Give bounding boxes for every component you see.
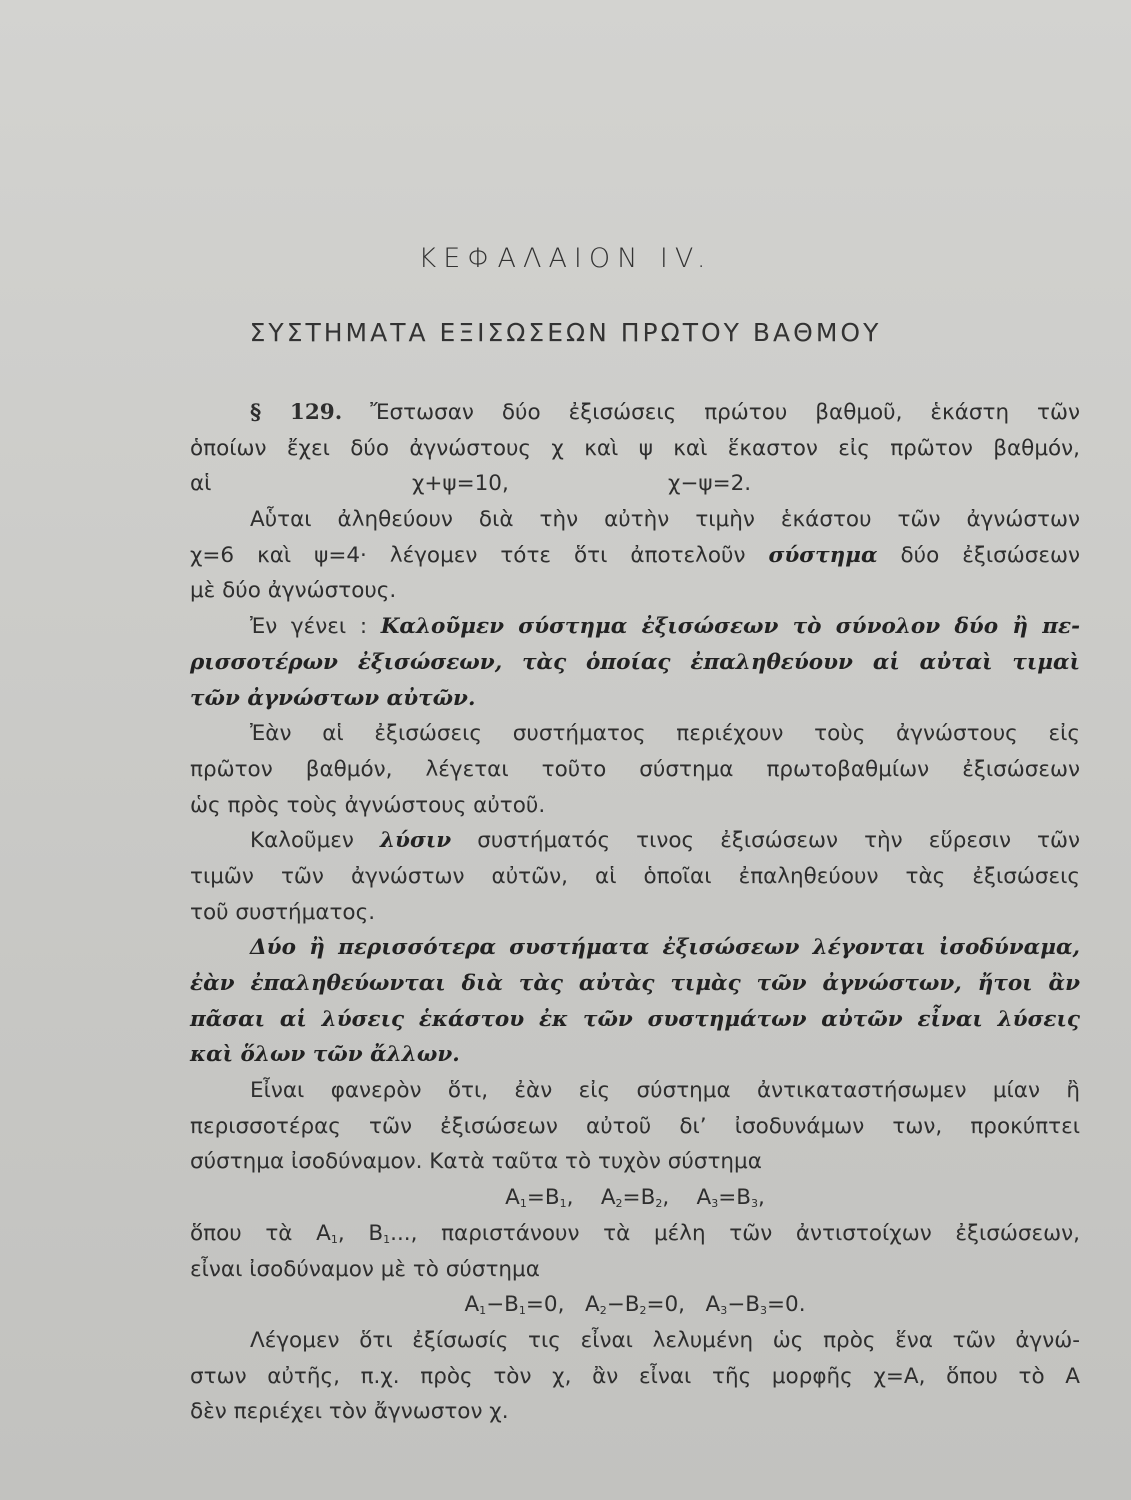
text-line: Λέγομεν ὅτι ἐξίσωσίς τις εἶναι λελυμένη ὡς πρὸς ἕνα τῶν ἀγνώ- [250, 1327, 1080, 1353]
definition-bold: Καλοῦμεν σύστημα ἐξισώσεων τὸ σύνολον δύο ἢ πε- [380, 614, 1080, 640]
equation-line: $A_1-B_1=0$, $A_2-B_2=0$, $A_3-B_3=0$. [464, 1292, 806, 1318]
definition-bold: ἐὰν ἐπαληθεύωνται διὰ τὰς αὐτὰς τιμὰς τῶν ἀγνώστων, ἤτοι ἂν [190, 971, 1080, 996]
definition-bold: πᾶσαι αἱ λύσεις ἑκάστου ἐκ τῶν συστημάτων αὐτῶν εἶναι λύσεις [190, 1006, 1080, 1032]
text-line: ὅπου τὰ $A_1$, $B_1$..., παριστάνουν τὰ μέλη τῶν ἀντιστοίχων ἐξισώσεων, [190, 1220, 1080, 1246]
text-line: μὲ δύο ἀγνώστους. [190, 578, 397, 604]
text-line: § 129. Ἔστωσαν δύο ἐξισώσεις πρώτου βαθμοῦ, ἑκάστη τῶν [250, 400, 1080, 425]
text-line: Ἐν γένει : Καλοῦμεν σύστημα ἐξισώσεων τὸ σύνολον δύο ἢ πε- [250, 614, 1080, 640]
term-bold: λύσιν [379, 828, 452, 854]
text-line: εἶναι ἰσοδύναμον μὲ τὸ σύστημα [190, 1256, 540, 1282]
term-bold: σύστημα [768, 542, 878, 568]
text-line: περισσοτέρας τῶν ἐξισώσεων αὐτοῦ δι’ ἰσοδυνάμων των, προκύπτει [190, 1113, 1080, 1139]
text-line: ὁποίων ἔχει δύο ἀγνώστους χ καὶ ψ καὶ ἕκαστον εἰς πρῶτον βαθμόν, [190, 435, 1080, 461]
text-line: πρῶτον βαθμόν, λέγεται τοῦτο σύστημα πρωτοβαθμίων ἐξισώσεων [190, 756, 1080, 782]
equation: χ−ψ=2. [668, 471, 752, 497]
text-line: Καλοῦμεν λύσιν συστήματός τινος ἐξισώσεων τὴν εὕρεσιν τῶν [250, 828, 1080, 854]
definition-bold: ρισσοτέρων ἐξισώσεων, τὰς ὁποίας ἐπαληθεύουν αἱ αὐταὶ τιμαὶ [190, 649, 1080, 675]
equation-line: αἱ χ+ψ=10, χ−ψ=2. [190, 466, 1080, 502]
text-line: τοῦ συστήματος. [190, 899, 376, 925]
definition-bold: καὶ ὅλων τῶν ἄλλων. [190, 1042, 460, 1068]
text-line: ὡς πρὸς τοὺς ἀγνώστους αὐτοῦ. [190, 792, 546, 818]
text-line: δὲν περιέχει τὸν ἄγνωστον χ. [190, 1399, 509, 1425]
text-line: σύστημα ἰσοδύναμον. Κατὰ ταῦτα τὸ τυχὸν σύστημα [190, 1149, 762, 1175]
text-line: χ=6 καὶ ψ=4· λέγομεν τότε ὅτι ἀποτελοῦν σύστημα δύο ἐξισώσεων [190, 542, 1080, 568]
text-line: Εἶναι φανερὸν ὅτι, ἐὰν εἰς σύστημα ἀντικαταστήσωμεν μίαν ἢ [250, 1078, 1080, 1104]
text-line: Ἐὰν αἱ ἐξισώσεις συστήματος περιέχουν τοὺς ἀγνώστους εἰς [250, 721, 1080, 747]
section-title: ΣΥΣΤΗΜΑΤΑ ΕΞΙΣΩΣΕΩΝ ΠΡΩΤΟΥ ΒΑΘΜΟΥ [249, 318, 882, 347]
definition-bold: Δύο ἢ περισσότερα συστήματα ἐξισώσεων λέγονται ἰσοδύναμα, [250, 935, 1080, 961]
text-line: Αὗται ἀληθεύουν διὰ τὴν αὐτὴν τιμὴν ἑκάστου τῶν ἀγνώστων [250, 507, 1080, 533]
section-number: § 129. [250, 400, 343, 425]
definition-bold: τῶν ἀγνώστων αὐτῶν. [190, 685, 476, 711]
page-body [190, 395, 1080, 1430]
equation: χ+ψ=10, [412, 471, 509, 497]
equation-line: $A_1=B_1$, $A_2=B_2$, $A_3=B_3$, [505, 1185, 765, 1211]
chapter-heading: ΚΕΦΑΛΑΙΟΝ IV. [418, 243, 713, 274]
text-line: τιμῶν τῶν ἀγνώστων αὐτῶν, αἱ ὁποῖαι ἐπαληθεύουν τὰς ἐξισώσεις [190, 863, 1080, 889]
text-line: στων αὐτῆς, π.χ. πρὸς τὸν χ, ἂν εἶναι τῆς μορφῆς χ=A, ὅπου τὸ A [190, 1363, 1080, 1389]
